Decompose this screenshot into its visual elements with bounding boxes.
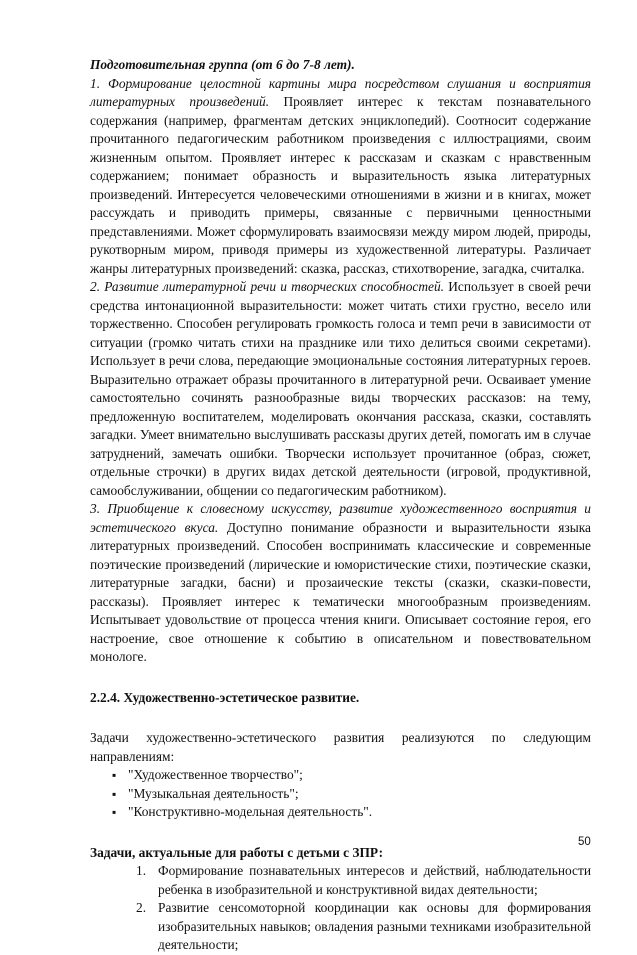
paragraph-2 (90, 278, 591, 500)
section-heading: 2.2.4. Художественно-эстетическое развитие. (90, 689, 360, 705)
directions-list (90, 766, 591, 822)
item-text: Развитие сенсомоторной координации как основы для формирования изобразительных навыков; овладения разными техниками изобразительной деятельности; (158, 900, 591, 952)
list-item: ▪ "Музыкальная деятельность"; (112, 785, 591, 804)
paragraph-2-text: Использует в своей речи средства интонационной выразительности: может читать стихи грустно, весело или торжественно. Способен регулировать громкость голоса и темп речи в зависимости от ситуации (громко читать стихи на празднике или тихо делиться своими секретами). Использует в речи слова, передающие эмоциональные состояния литературных героев. Выразительно отражает образы прочитанного в литературной речи. Осваивает умение самостоятельно сочинять разнообразные виды творческих рассказов: на тему, предложенную воспитателем, моделировать окончания рассказа, сказки, составлять загадки. Умеет внимательно выслушивать рассказы других детей, помогать им в случае затруднений, замечать ошибки. Творчески использует прочитанное (образ, сюжет, отдельные строчки) в других видах детской деятельности (игровой, продуктивной, самообслуживании, общении со педагогическим работником). (90, 279, 591, 498)
list-item (136, 899, 591, 955)
list-item: ▪ "Конструктивно-модельная деятельность". (112, 803, 591, 822)
page-number: 50 (578, 836, 591, 848)
item-number: 2. (136, 900, 147, 915)
group-heading: Подготовительная группа (от 6 до 7-8 лет). (90, 57, 355, 72)
zpr-heading: Задачи, актуальные для работы с детьми с ЗПР: (90, 844, 384, 860)
page-content (90, 56, 591, 955)
zpr-tasks-list (90, 862, 591, 955)
paragraph-1-lead: 1. Формирование целостной картины мира посредством слушания и восприятия литературных произведений. (90, 75, 591, 109)
tasks-intro: Задачи художественно-эстетического развития реализуются по следующим направлениям: (90, 730, 591, 764)
paragraph-3 (90, 500, 591, 667)
item-text: Формирование познавательных интересов и действий, наблюдательности ребенка в изобразительной и конструктивной видах деятельности; (158, 863, 591, 897)
paragraph-3-lead: 3. Приобщение к словесному искусству, развитие художественного восприятия и эстетического вкуса. (90, 501, 591, 535)
paragraph-2-lead: 2. Развитие литературной речи и творческих способностей. (90, 279, 445, 294)
list-item: ▪ "Художественное творчество"; (112, 766, 591, 785)
list-item (136, 862, 591, 899)
paragraph-1-text: Проявляет интерес к текстам познавательного содержания (например, фрагментам детских энциклопедий). Соотносит содержание прочитанного педагогическим работником произведения с иллюстрациями, своим жизненным опытом. Проявляет интерес к рассказам и сказкам с нравственным содержанием; понимает образность и выразительность языка литературных произведений. Интересуется человеческими отношениями в жизни и в книгах, может рассуждать и приводить примеры, связанные с первичными ценностными представлениями. Может сформулировать взаимосвязи между миром людей, природы, рукотворным миром, приводя примеры из художественной литературы. Различает жанры литературных произведений: сказка, рассказ, стихотворение, загадка, считалка. (90, 94, 591, 276)
paragraph-3-text: Доступно понимание образности и выразительности языка литературных произведений. Способен воспринимать классические и современные поэтические произведений (лирические и юмористические стихи, поэтические сказки, литературные загадки, басни) и прозаические тексты (сказки, сказки-повести, рассказы). Проявляет интерес к тематически многообразным произведениям. Испытывает удовольствие от процесса чтения книги. Описывает состояние героя, его настроение, свое отношение к событию в описательном и повествовательном монологе. (90, 519, 591, 664)
item-number: 1. (136, 863, 147, 878)
paragraph-1 (90, 75, 591, 279)
